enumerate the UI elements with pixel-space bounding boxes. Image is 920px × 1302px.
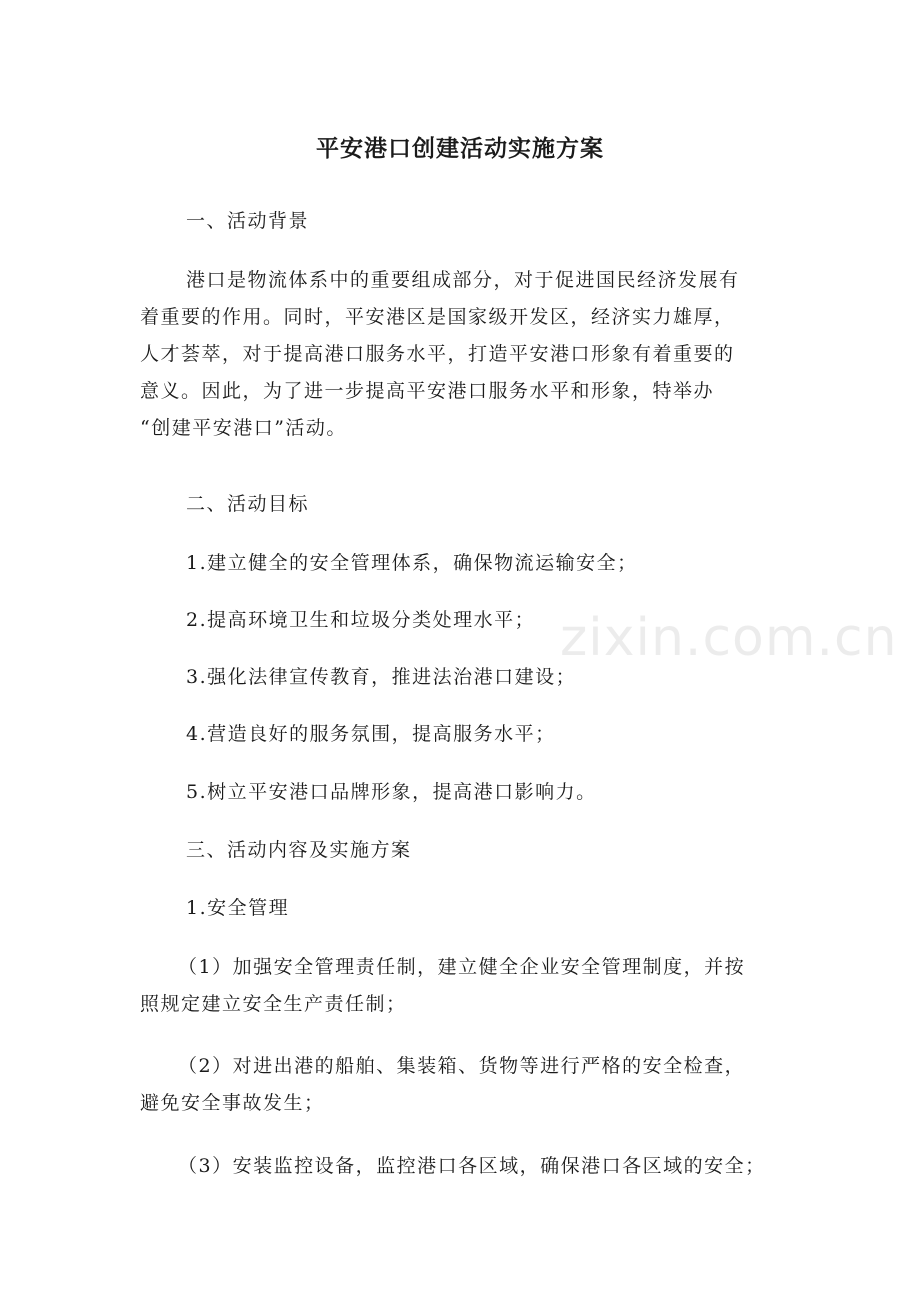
paragraph-line: 人才荟萃，对于提高港口服务水平，打造平安港口形象有着重要的 [140, 343, 735, 365]
safety-item-2 [140, 1048, 780, 1122]
goal-item-3: 3.强化法律宣传教育，推进法治港口建设； [186, 666, 577, 688]
goal-item-4: 4.营造良好的服务氛围，提高服务水平； [186, 723, 556, 745]
section-heading-content: 三、活动内容及实施方案 [186, 839, 412, 861]
watermark: zixin.com.cn [560, 608, 898, 668]
paragraph-line: （2）对进出港的船舶、集装箱、货物等进行严格的安全检查， [178, 1055, 746, 1077]
paragraph-line: 港口是物流体系中的重要组成部分，对于促进国民经济发展有 [186, 269, 740, 291]
background-paragraph [140, 262, 780, 447]
section-heading-goals: 二、活动目标 [186, 493, 310, 515]
subheading-safety: 1.安全管理 [186, 897, 290, 919]
section-heading-background: 一、活动背景 [186, 210, 310, 232]
paragraph-line: 照规定建立安全生产责任制； [140, 993, 407, 1015]
paragraph-line: （1）加强安全管理责任制，建立健全企业安全管理制度，并按 [178, 956, 746, 978]
goal-item-2: 2.提高环境卫生和垃圾分类处理水平； [186, 609, 536, 631]
paragraph-line: 着重要的作用。同时，平安港区是国家级开发区，经济实力雄厚， [140, 306, 735, 328]
goal-item-1: 1.建立健全的安全管理体系，确保物流运输安全； [186, 552, 638, 574]
safety-item-1 [140, 949, 780, 1023]
goal-item-5: 5.树立平安港口品牌形象，提高港口影响力。 [186, 781, 597, 803]
paragraph-line: （3）安装监控设备，监控港口各区域，确保港口各区域的安全； [178, 1155, 766, 1177]
safety-item-3 [140, 1148, 780, 1185]
paragraph-line: “创建平安港口”活动。 [140, 417, 347, 439]
paragraph-line: 避免安全事故发生； [140, 1092, 325, 1114]
paragraph-line: 意义。因此，为了进一步提高平安港口服务水平和形象，特举办 [140, 380, 715, 402]
document-title: 平安港口创建活动实施方案 [316, 136, 604, 162]
